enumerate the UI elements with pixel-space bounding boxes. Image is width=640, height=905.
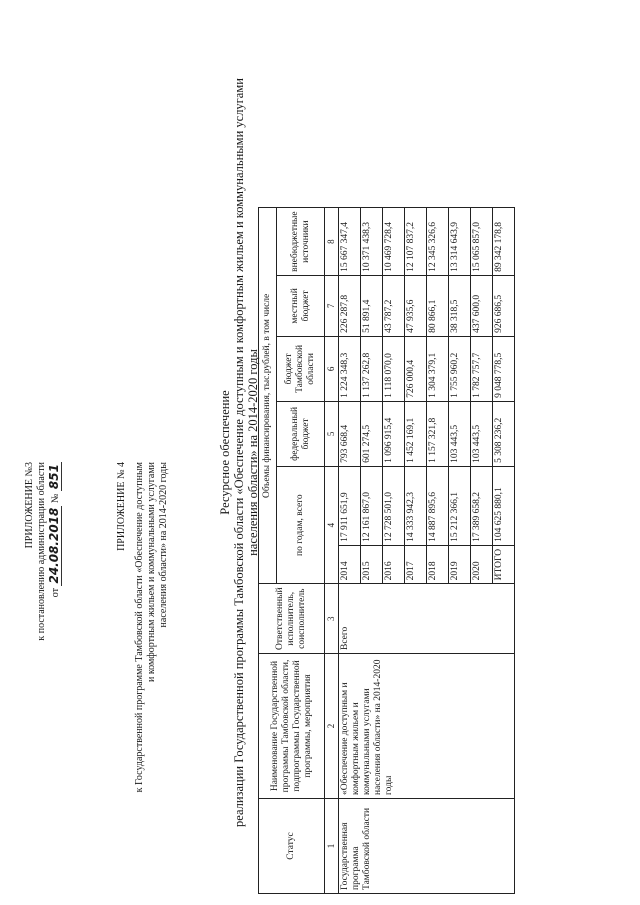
year-cell: 2020 <box>471 545 493 584</box>
offbudget-cell: 15 065 857,0 <box>471 208 493 276</box>
table-row <box>339 208 361 894</box>
federal-cell: 793 668,4 <box>339 401 361 466</box>
offbudget-cell: 13 314 643,9 <box>449 208 471 276</box>
regional-cell: 1 118 070,0 <box>383 336 405 401</box>
local-cell: 226 287,8 <box>339 275 361 336</box>
local-cell: 926 686,5 <box>493 275 515 336</box>
column-number: 1 <box>325 799 339 894</box>
program-name-cell: «Обеспечение доступным и комфортным жильем и коммунальными услугами населения области» на 2014-2020 годы <box>339 654 515 799</box>
appendix-3-subtitle: к постановлению администрации области <box>36 462 47 641</box>
total-cell: 17 911 651,9 <box>339 466 361 545</box>
regional-cell: 1 755 960,2 <box>449 336 471 401</box>
federal-cell: 1 452 169,1 <box>405 401 427 466</box>
appendix-3-date-line <box>48 462 62 641</box>
heading-line-1: Ресурсное обеспечение <box>218 390 232 515</box>
resource-table <box>258 207 515 894</box>
appendix-3-block <box>24 462 62 641</box>
year-cell: 2017 <box>405 545 427 584</box>
total-cell: 12 728 501,0 <box>383 466 405 545</box>
federal-cell: 1 096 915,4 <box>383 401 405 466</box>
header-total: по годам, всего <box>277 466 325 584</box>
regional-cell: 1 137 262,8 <box>361 336 383 401</box>
column-number: 6 <box>325 336 339 401</box>
local-cell: 47 935,6 <box>405 275 427 336</box>
column-number: 2 <box>325 654 339 799</box>
appendix-4-block <box>116 462 170 792</box>
year-cell: 2014 <box>339 545 361 584</box>
header-name: Наименование Государственной программы Тамбовской области, подпрограммы Государственной программы, мероприятия <box>259 654 325 799</box>
status-cell: Государственная программа Тамбовской области <box>339 799 515 894</box>
year-cell: 2018 <box>427 545 449 584</box>
local-cell: 80 866,1 <box>427 275 449 336</box>
total-cell: 12 161 867,0 <box>361 466 383 545</box>
local-cell: 38 318,5 <box>449 275 471 336</box>
appendix-3-from-label: от <box>50 588 61 598</box>
appendix-3-title: ПРИЛОЖЕНИЕ №3 <box>24 462 35 549</box>
year-cell: ИТОГО <box>493 545 515 584</box>
handwritten-date: 24.08.2018 <box>47 507 61 584</box>
appendix-4-line-3: и комфортным жильем и коммунальными услугами <box>146 462 157 683</box>
column-number: 3 <box>325 584 339 654</box>
local-cell: 43 787,2 <box>383 275 405 336</box>
offbudget-cell: 12 107 837,2 <box>405 208 427 276</box>
executor-cell: Всего <box>339 584 515 654</box>
federal-cell: 103 443,5 <box>471 401 493 466</box>
local-cell: 437 600,0 <box>471 275 493 336</box>
federal-cell: 601 274,5 <box>361 401 383 466</box>
total-cell: 104 625 880,1 <box>493 466 515 545</box>
year-cell: 2016 <box>383 545 405 584</box>
regional-cell: 9 048 778,5 <box>493 336 515 401</box>
year-cell: 2015 <box>361 545 383 584</box>
offbudget-cell: 15 667 347,4 <box>339 208 361 276</box>
column-number: 7 <box>325 275 339 336</box>
offbudget-cell: 89 342 178,8 <box>493 208 515 276</box>
handwritten-number: 851 <box>47 464 61 490</box>
regional-cell: 1 782 757,7 <box>471 336 493 401</box>
total-cell: 17 389 658,2 <box>471 466 493 545</box>
total-cell: 14 887 895,6 <box>427 466 449 545</box>
appendix-4-title: ПРИЛОЖЕНИЕ № 4 <box>116 462 127 551</box>
document-heading <box>218 0 260 905</box>
column-number: 5 <box>325 401 339 466</box>
appendix-4-line-4: населения области» на 2014-2020 годы <box>158 462 169 628</box>
header-offbudget: внебюджетные источники <box>277 208 325 276</box>
header-regional: бюджет Тамбовской области <box>277 336 325 401</box>
total-cell: 14 333 942,3 <box>405 466 427 545</box>
federal-cell: 1 157 321,8 <box>427 401 449 466</box>
column-number: 4 <box>325 466 339 584</box>
heading-line-2: реализации Государственной программы Тамбовской области «Обеспечение доступным и комфортным жильем и коммунальными услугами <box>232 78 246 827</box>
year-cell: 2019 <box>449 545 471 584</box>
regional-cell: 1 304 379,1 <box>427 336 449 401</box>
regional-cell: 726 000,4 <box>405 336 427 401</box>
regional-cell: 1 224 348,3 <box>339 336 361 401</box>
column-number: 8 <box>325 208 339 276</box>
header-local: местный бюджет <box>277 275 325 336</box>
total-cell: 15 212 366,1 <box>449 466 471 545</box>
header-federal: федеральный бюджет <box>277 401 325 466</box>
federal-cell: 103 443,5 <box>449 401 471 466</box>
appendix-4-line-2: к Государственной программе Тамбовской области «Обеспечение доступным <box>134 462 145 793</box>
federal-cell: 5 308 236,2 <box>493 401 515 466</box>
appendix-3-number-label: № <box>50 493 61 504</box>
header-status: Статус <box>259 799 325 894</box>
offbudget-cell: 10 371 438,3 <box>361 208 383 276</box>
local-cell: 51 891,4 <box>361 275 383 336</box>
offbudget-cell: 12 345 326,6 <box>427 208 449 276</box>
offbudget-cell: 10 469 728,4 <box>383 208 405 276</box>
heading-line-3: населения области» на 2014-2020 годы <box>246 349 260 556</box>
header-executor: Ответственный исполнитель, соисполнитель <box>259 584 325 654</box>
header-funding: Объемы финансирования, тыс.рублей, в том числе <box>259 208 277 584</box>
